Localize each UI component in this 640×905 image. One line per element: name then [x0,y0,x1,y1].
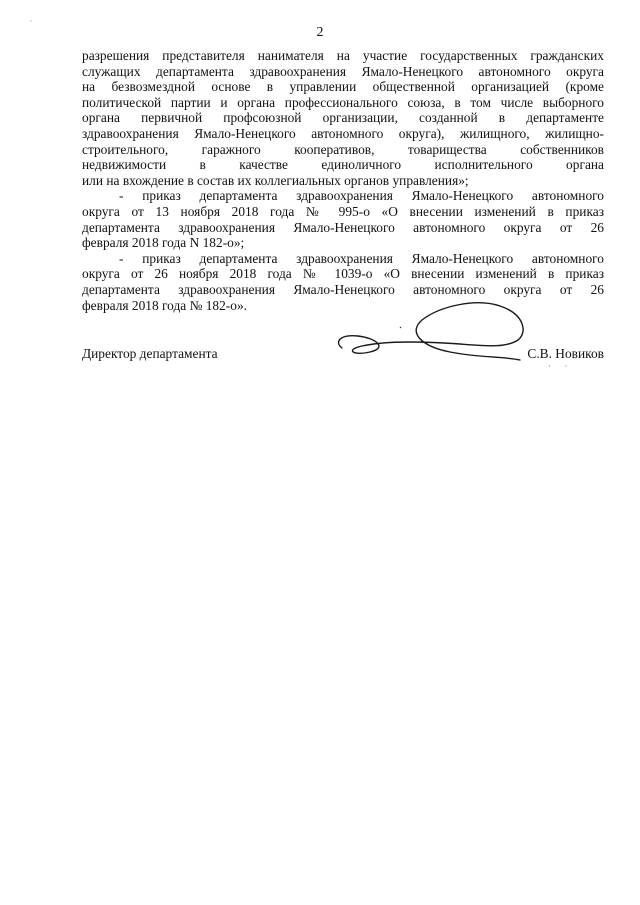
text-line: на безвозмездной основе в управлении общественной организацией (кроме [82,79,604,95]
text-line: или на вхождение в состав их коллегиальных органов управления»; [82,172,469,188]
text-line: февраля 2018 года № 182-о». [82,297,247,313]
signer-position: Директор департамента [82,346,218,361]
text-line: округа от 26 ноября 2018 года № 1039-о «О внесении изменений в приказ [82,266,604,282]
signer-name: С.В. Новиков [527,346,604,361]
text-line: служащих департамента здравоохранения Ямало-Ненецкого автономного округа [82,63,604,79]
paragraph-continuation [82,48,604,188]
text-line: - приказ департамента здравоохранения Ямало-Ненецкого автономного [119,188,604,204]
text-line: округа от 13 ноября 2018 года № 995-о «О внесении изменений в приказ [82,203,604,219]
text-line: февраля 2018 года N 182-о»; [82,235,245,251]
text-line: строительного, гаражного кооперативов, товарищества собственников [82,141,604,157]
page-number: 2 [316,25,324,40]
text-line: департамента здравоохранения Ямало-Ненецкого автономного округа от 26 [82,219,604,235]
list-item-order-995 [82,188,604,250]
text-line: - приказ департамента здравоохранения Ямало-Ненецкого автономного [119,250,604,266]
handwritten-signature [330,296,530,366]
document-body [82,48,604,313]
scan-marks: · · [548,362,574,371]
text-line: органа первичной профсоюзной организации, созданной в департаменте [82,110,604,126]
text-line: разрешения представителя нанимателя на участие государственных гражданских [82,48,604,63]
text-line: политической партии и органа профессионального союза, в том числе выборного [82,94,604,110]
scan-speck: ʻ [30,20,32,26]
text-line: здравоохранения Ямало-Ненецкого автономного округа), жилищного, жилищно- [82,125,604,141]
text-line: недвижимости в качестве единоличного исполнительного органа [82,157,604,173]
text-line: департамента здравоохранения Ямало-Ненецкого автономного округа от 26 [82,281,604,297]
